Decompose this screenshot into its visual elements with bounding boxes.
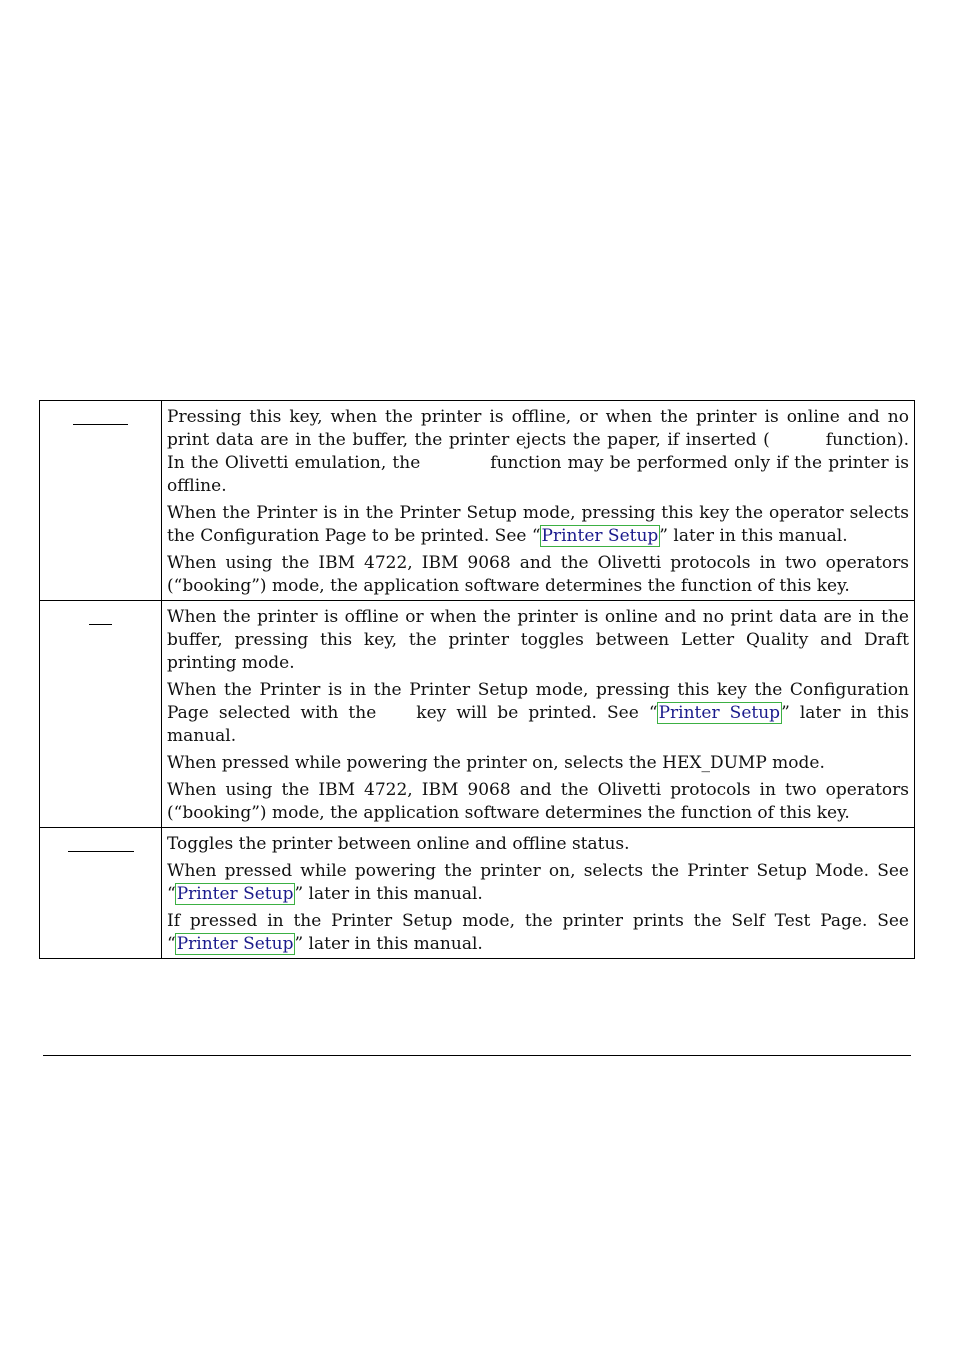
table-row (40, 401, 915, 601)
description-paragraph: When using the IBM 4722, IBM 9068 and the Olivetti protocols in two operators (“booking”) mode, the application software determines the function of this key. (167, 780, 909, 823)
key-name-cell (40, 828, 162, 959)
description-paragraph: When the Printer is in the Printer Setup mode, pressing this key the operator selects the Configuration Page to be printed. See “Printer Setup” later in this manual. (167, 503, 909, 546)
description-paragraph: Toggles the printer between online and offline status. (167, 834, 630, 854)
key-function-table (39, 400, 915, 959)
key-description-cell (162, 401, 915, 601)
key-description-cell (162, 601, 915, 828)
key-name-cell (40, 401, 162, 601)
description-paragraph: When the Printer is in the Printer Setup mode, pressing this key the Configuration Page selected with the key will be printed. See “Printer Setup” later in this manual. (167, 680, 909, 746)
table-row (40, 601, 915, 828)
description-paragraph: Pressing this key, when the printer is offline, or when the printer is online and no print data are in the buffer, the printer ejects the paper, if inserted ( function). In the Olivetti emulation, the function may be performed only if the printer is offline. (167, 407, 909, 496)
description-paragraph: When pressed while powering the printer on, selects the HEX_DUMP mode. (167, 753, 825, 773)
description-paragraph: When using the IBM 4722, IBM 9068 and the Olivetti protocols in two operators (“booking”) mode, the application software determines the function of this key. (167, 553, 909, 596)
footer-divider (43, 1055, 911, 1056)
table-row (40, 828, 915, 959)
printer-setup-link[interactable]: Printer Setup (541, 526, 659, 546)
key-label-underline (89, 624, 112, 625)
key-label-underline (73, 424, 128, 425)
key-label-underline (68, 851, 134, 852)
key-name-cell (40, 601, 162, 828)
printer-setup-link[interactable]: Printer Setup (176, 934, 294, 954)
printer-setup-link[interactable]: Printer Setup (176, 884, 294, 904)
description-paragraph: When the printer is offline or when the printer is online and no print data are in the buffer, pressing this key, the printer toggles between Letter Quality and Draft printing mode. (167, 607, 909, 673)
key-description-cell (162, 828, 915, 959)
description-paragraph: When pressed while powering the printer on, selects the Printer Setup Mode. See “Printer Setup” later in this manual. (167, 861, 909, 904)
description-paragraph: If pressed in the Printer Setup mode, the printer prints the Self Test Page. See “Printer Setup” later in this manual. (167, 911, 909, 954)
printer-setup-link[interactable]: Printer Setup (658, 703, 781, 723)
